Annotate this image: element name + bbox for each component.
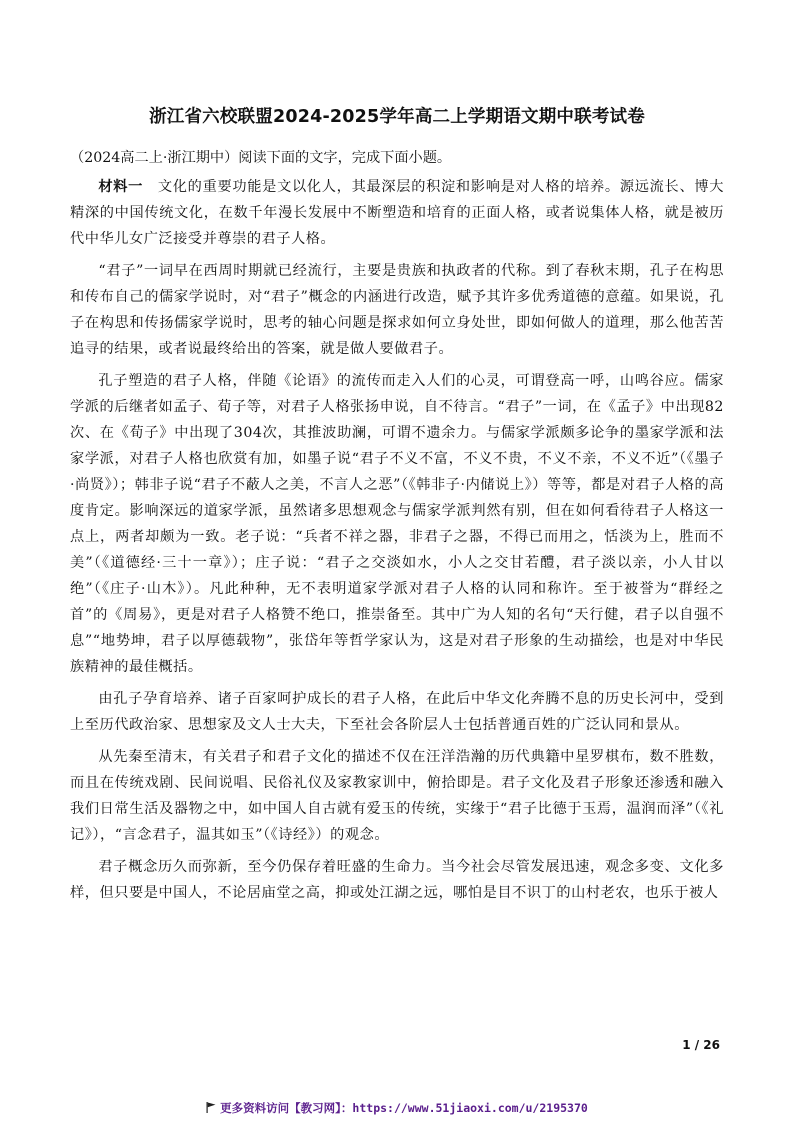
paragraph-text: 文化的重要功能是文以化人，其最深层的积淀和影响是对人格的培养。源远流长、博大精深的中国传统文化，在数千年漫长发展中不断塑造和培育的正面人格，或者说集体人格，就是被历代中华儿女广泛接受并尊崇的君子人格。 xyxy=(70,179,724,247)
paragraph-text: 从先秦至清末，有关君子和君子文化的描述不仅在汪洋浩瀚的历代典籍中星罗棋布，数不胜数，而且在传统戏剧、民间说唱、民俗礼仪及家教家训中，俯拾即是。君子文化及君子形象还渗透和融入我们日常生活及器物之中，如中国人自古就有爱玉的传统，实缘于“君子比德于玉焉，温润而泽”（《礼记》），“言念君子，温其如玉”（《诗经》）的观念。 xyxy=(70,749,724,843)
reading-passage xyxy=(70,174,724,912)
paragraph-6 xyxy=(70,854,724,906)
paragraph-1 xyxy=(70,174,724,252)
paragraph-text: 君子概念历久而弥新，至今仍保存着旺盛的生命力。当今社会尽管发展迅速，观念多变、文化多样，但只要是中国人，不论居庙堂之高，抑或处江湖之远，哪怕是目不识丁的山村老农，也乐于被人 xyxy=(70,859,724,901)
paragraph-3 xyxy=(70,368,724,680)
paragraph-text: 孔子塑造的君子人格，伴随《论语》的流传而走入人们的心灵，可谓登高一呼，山鸣谷应。儒家学派的后继者如孟子、荀子等，对君子人格张扬申说，自不待言。“君子”一词，在《孟子》中出现82次、在《荀子》中出现了304次，其推波助澜，可谓不遗余力。与儒家学派颇多论争的墨家学派和法家学派，对君子人格也欣赏有加，如墨子说“君子不义不富，不义不贵，不义不亲，不义不近”（《墨子·尚贤》）；韩非子说“君子不蔽人之美，不言人之恶”（《韩非子·内储说上》）等等，都是对君子人格的高度肯定。影响深远的道家学派，虽然诸多思想观念与儒家学派判然有别，但在如何看待君子人格这一点上，两者却颇为一致。老子说：“兵者不祥之器，非君子之器，不得已而用之，恬淡为上，胜而不美”（《道德经·三十一章》）；庄子说：“君子之交淡如水，小人之交甘若醴，君子淡以亲，小人甘以绝”（《庄子·山木》）。凡此种种，无不表明道家学派对君子人格的认同和称许。至于被誉为“群经之首”的《周易》，更是对君子人格赞不绝口，推崇备至。其中广为人知的名句“天行健，君子以自强不息”“地势坤，君子以厚德载物”，张岱年等哲学家认为，这是对君子形象的生动描绘，也是对中华民族精神的最佳概括。 xyxy=(70,373,724,675)
footer-text: 更多资料访问【教习网】：https://www.51jiaoxi.com/u/2195370 xyxy=(220,1101,588,1115)
question-intro: （2024高二上·浙江期中）阅读下面的文字，完成下面小题。 xyxy=(70,150,452,166)
page-number: 1 / 26 xyxy=(682,1038,720,1052)
document-title: 浙江省六校联盟2024-2025学年高二上学期语文期中联考试卷 xyxy=(149,107,645,127)
paragraph-4 xyxy=(70,686,724,738)
material-label: 材料一 xyxy=(98,179,143,195)
paragraph-text: “君子”一词早在西周时期就已经流行，主要是贵族和执政者的代称。到了春秋末期，孔子在构思和传布自己的儒家学说时，对“君子”概念的内涵进行改造，赋予其许多优秀道德的意蕴。如果说，孔子在构思和传扬儒家学说时，思考的轴心问题是探求如何立身处世，即如何做人的道理，那么他苦苦追寻的结果，或者说最终给出的答案，就是做人要做君子。 xyxy=(70,263,724,357)
flag-icon xyxy=(206,1102,216,1113)
paragraph-5 xyxy=(70,744,724,848)
footer-link[interactable] xyxy=(0,1100,794,1116)
paragraph-text: 由孔子孕育培养、诸子百家呵护成长的君子人格，在此后中华文化奔腾不息的历史长河中，受到上至历代政治家、思想家及文人士大夫，下至社会各阶层人士包括普通百姓的广泛认同和景从。 xyxy=(70,691,724,733)
paragraph-2 xyxy=(70,258,724,362)
